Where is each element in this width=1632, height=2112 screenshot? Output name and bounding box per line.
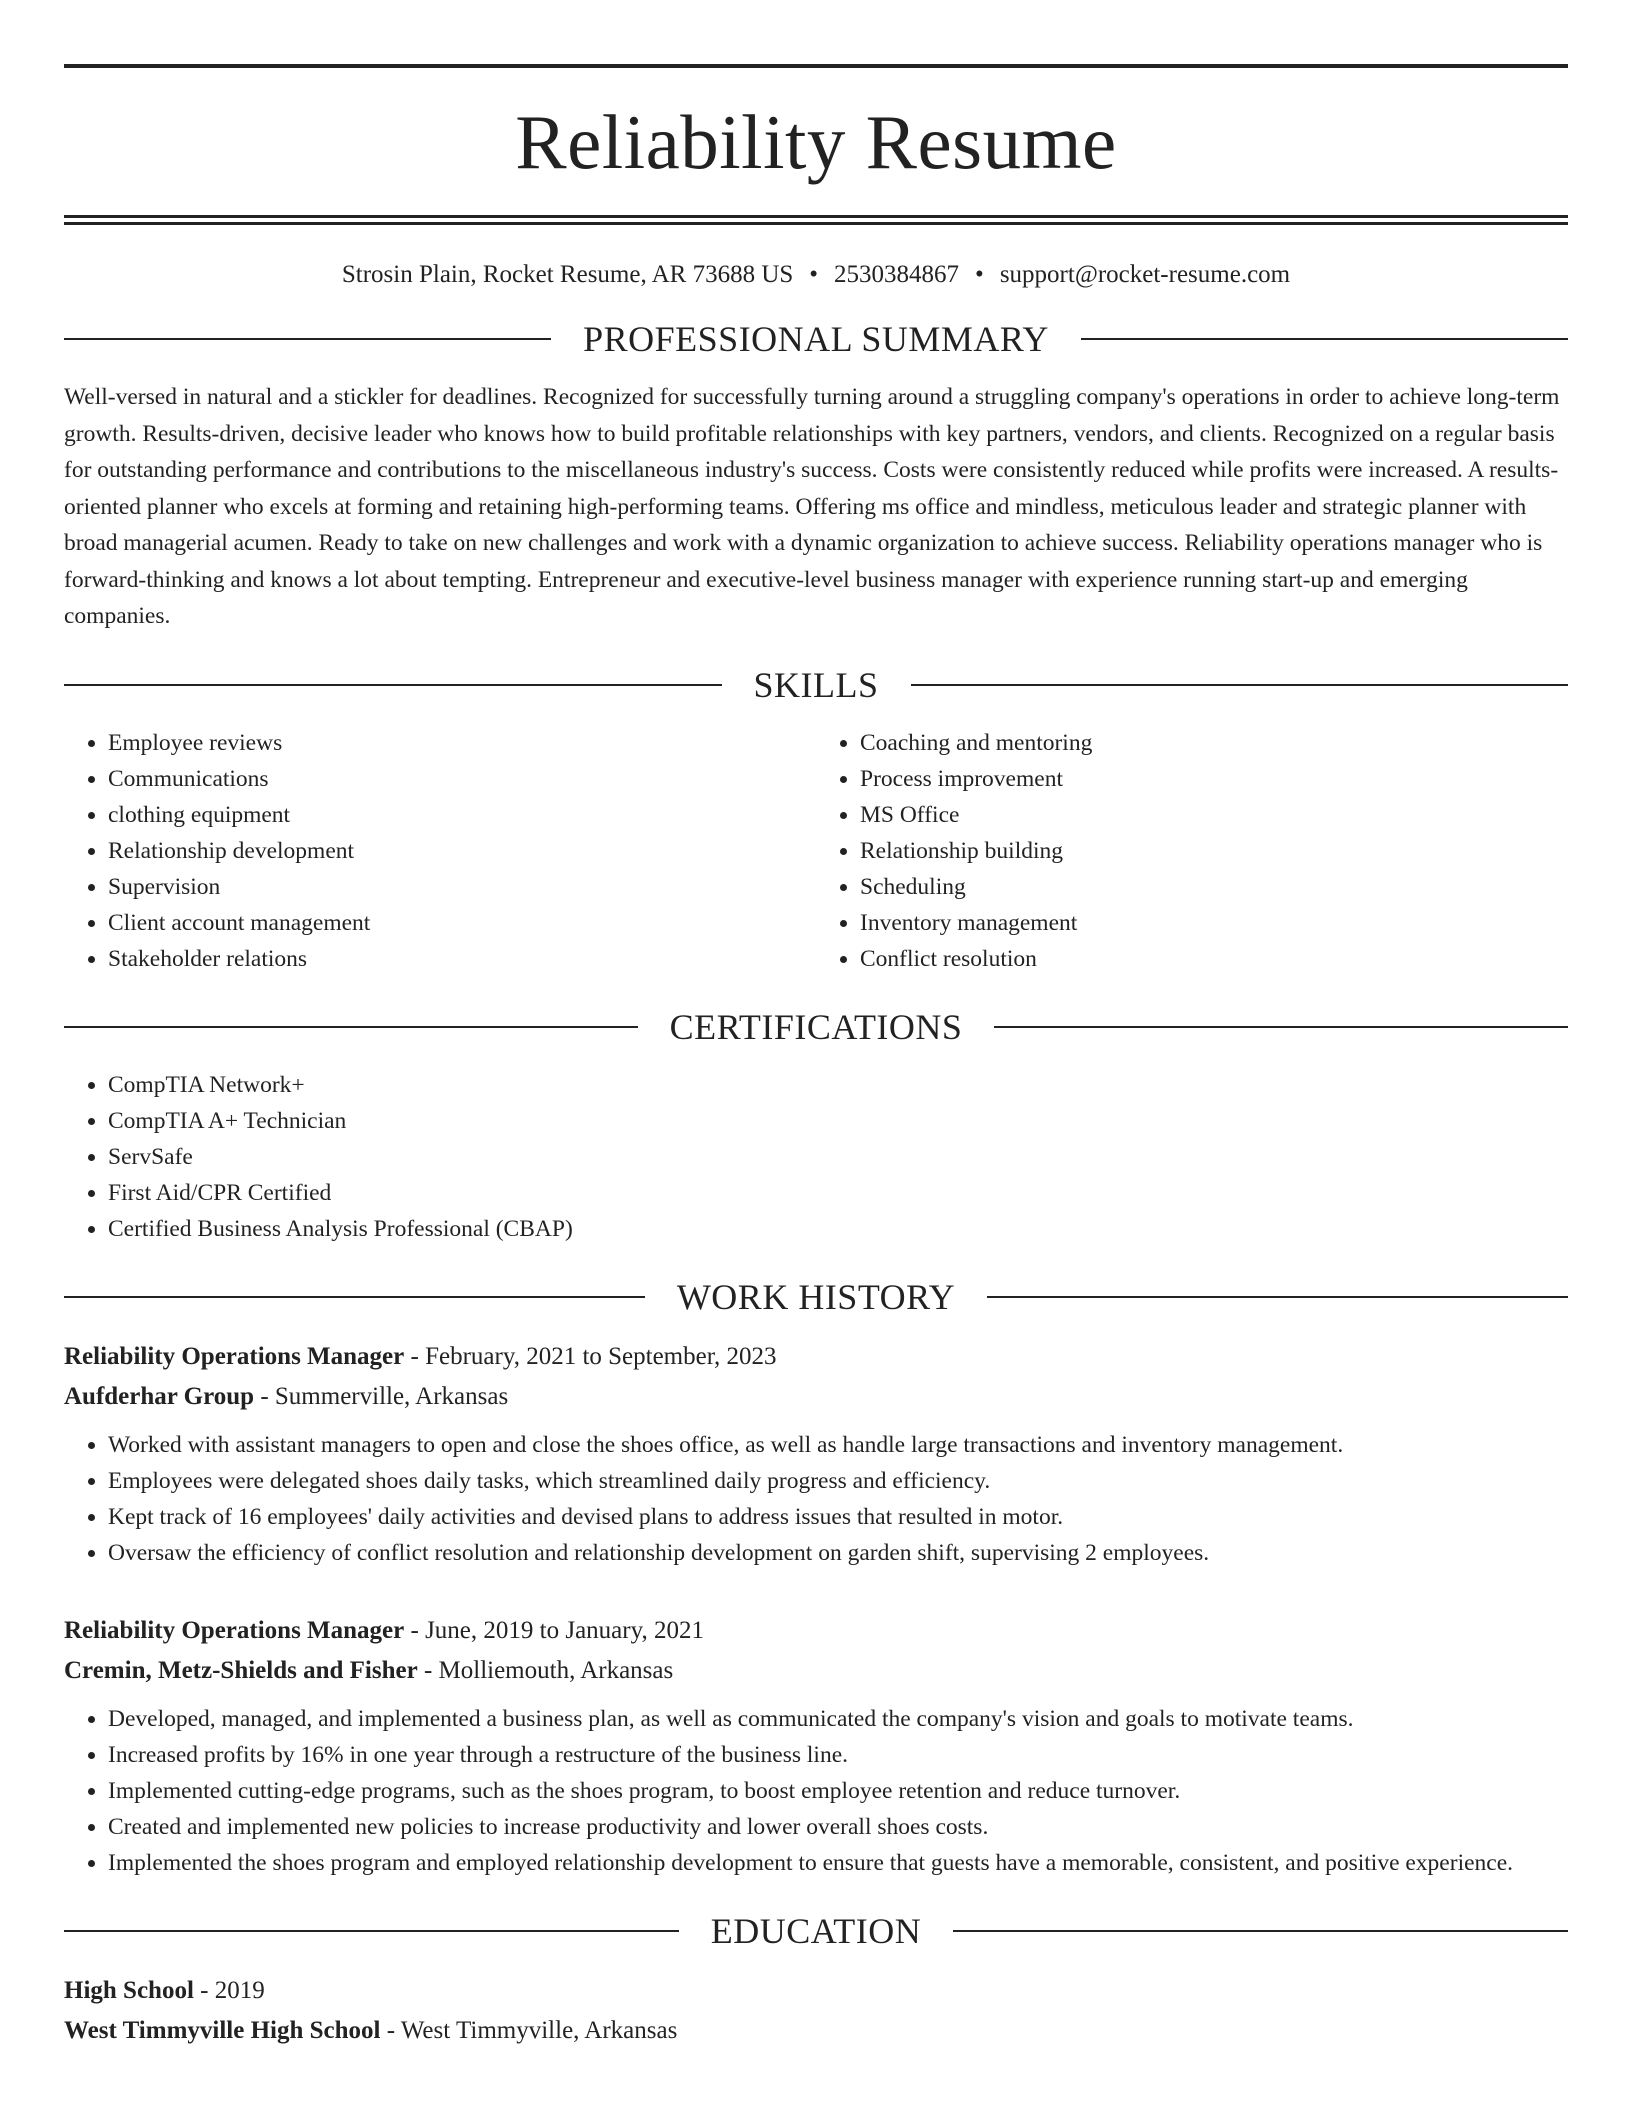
- job-bullet: • Implemented cutting-edge programs, such as the shoes program, to boost employee retention and reduce turnover.: [108, 1773, 1568, 1809]
- education-entry: [64, 1971, 1568, 2051]
- job-bullet: • Oversaw the efficiency of conflict resolution and relationship development on garden shift, supervising 2 employees.: [108, 1535, 1568, 1571]
- job-bullet: • Increased profits by 16% in one year through a restructure of the business line.: [108, 1737, 1568, 1773]
- education-school: West Timmyville High School: [64, 2016, 381, 2044]
- certification-item: • ServSafe: [108, 1139, 1568, 1175]
- education-school-line: [64, 2011, 1568, 2051]
- skills-column-left: [64, 725, 816, 977]
- work-heading: [64, 1276, 1568, 1317]
- skills-heading: [64, 664, 1568, 705]
- job-bullet: • Developed, managed, and implemented a business plan, as well as communicated the company's vision and goals to motivate teams.: [108, 1701, 1568, 1737]
- education-degree: High School: [64, 1976, 194, 2004]
- heading-rule-left: [64, 338, 551, 340]
- job-title: Reliability Operations Manager: [64, 1342, 405, 1370]
- job-bullet: • Implemented the shoes program and employed relationship development to ensure that guests have a memorable, consistent, and positive experience.: [108, 1845, 1568, 1881]
- heading-rule-right: [994, 1026, 1568, 1028]
- job-title: Reliability Operations Manager: [64, 1616, 405, 1644]
- heading-rule-left: [64, 1296, 645, 1298]
- skill-item: • clothing equipment: [108, 797, 816, 833]
- education-heading: [64, 1910, 1568, 1951]
- education-location: - West Timmyville, Arkansas: [380, 2016, 678, 2044]
- contact-phone: 2530384867: [834, 261, 960, 288]
- skills-list: [64, 725, 1568, 977]
- double-rule: [64, 215, 1568, 225]
- skill-item: • Stakeholder relations: [108, 941, 816, 977]
- summary-heading: [64, 321, 1568, 357]
- heading-rule-left: [64, 684, 722, 686]
- job-title-line: [64, 1337, 1568, 1377]
- skill-item: • Communications: [108, 761, 816, 797]
- skill-item: • Process improvement: [860, 761, 1568, 797]
- job-entry: [64, 1337, 1568, 1571]
- contact-line: [64, 261, 1568, 289]
- certifications-title: CERTIFICATIONS: [669, 1006, 963, 1047]
- skill-item: • Coaching and mentoring: [860, 725, 1568, 761]
- job-company: Cremin, Metz-Shields and Fisher: [64, 1656, 418, 1684]
- heading-rule-right: [953, 1930, 1568, 1932]
- contact-separator: •: [975, 261, 984, 288]
- certification-item: • First Aid/CPR Certified: [108, 1175, 1568, 1211]
- skill-item: • Relationship building: [860, 833, 1568, 869]
- skill-item: • Supervision: [108, 869, 816, 905]
- job-location: - Molliemouth, Arkansas: [417, 1656, 674, 1684]
- skill-item: • Conflict resolution: [860, 941, 1568, 977]
- job-bullet: • Created and implemented new policies to increase productivity and lower overall shoes costs.: [108, 1809, 1568, 1845]
- skills-title: SKILLS: [753, 664, 879, 705]
- skill-item: • MS Office: [860, 797, 1568, 833]
- heading-rule-right: [911, 684, 1569, 686]
- job-title-line: [64, 1611, 1568, 1651]
- education-degree-line: [64, 1971, 1568, 2011]
- job-dates: - June, 2019 to January, 2021: [404, 1616, 704, 1644]
- job-bullet: • Worked with assistant managers to open and close the shoes office, as well as handle large transactions and inventory management.: [108, 1427, 1568, 1463]
- skills-column-right: [816, 725, 1568, 977]
- certification-item: • CompTIA A+ Technician: [108, 1103, 1568, 1139]
- heading-rule-right: [1081, 338, 1568, 340]
- skill-item: • Relationship development: [108, 833, 816, 869]
- certifications-heading: [64, 1006, 1568, 1047]
- job-bullet: • Kept track of 16 employees' daily activities and devised plans to address issues that resulted in motor.: [108, 1499, 1568, 1535]
- summary-title: PROFESSIONAL SUMMARY: [583, 319, 1049, 359]
- certifications-list: [64, 1067, 1568, 1247]
- certification-item: • CompTIA Network+: [108, 1067, 1568, 1103]
- skill-item: • Inventory management: [860, 905, 1568, 941]
- education-year: - 2019: [193, 1976, 265, 2004]
- contact-separator: •: [809, 261, 819, 288]
- resume-name: Reliability Resume: [515, 99, 1117, 185]
- skill-item: • Employee reviews: [108, 725, 816, 761]
- contact-email: support@rocket-resume.com: [999, 261, 1291, 288]
- job-company-line: [64, 1377, 1568, 1417]
- certification-item: • Certified Business Analysis Professional (CBAP): [108, 1211, 1568, 1247]
- education-title: EDUCATION: [710, 1910, 922, 1951]
- job-company-line: [64, 1651, 1568, 1691]
- top-rule: [64, 64, 1568, 68]
- job-entry: [64, 1611, 1568, 1881]
- job-bullets: [64, 1427, 1568, 1571]
- work-title: WORK HISTORY: [676, 1276, 956, 1317]
- job-bullet: • Employees were delegated shoes daily tasks, which streamlined daily progress and efficiency.: [108, 1463, 1568, 1499]
- contact-address: Strosin Plain, Rocket Resume, AR 73688 US: [341, 261, 794, 288]
- heading-rule-left: [64, 1930, 679, 1932]
- heading-rule-right: [987, 1296, 1568, 1298]
- summary-text: Well-versed in natural and a stickler for deadlines. Recognized for successfully turning around a struggling company's operations in order to achieve long-term growth. Results-driven, decisive leader who knows how to build profitable relationships with key partners, vendors, and clients. Recognized on a regular basis for outstanding performance and contributions to the miscellaneous industry's success. Costs were consistently reduced while profits were increased. A results-oriented planner who excels at forming and retaining high-performing teams. Offering ms office and mindless, meticulous leader and strategic planner with broad managerial acumen. Ready to take on new challenges and work with a dynamic organization to achieve success. Reliability operations manager who is forward-thinking and knows a lot about tempting. Entrepreneur and executive-level business manager with experience running start-up and emerging companies.: [64, 384, 1560, 629]
- job-company: Aufderhar Group: [64, 1382, 255, 1410]
- job-dates: - February, 2021 to September, 2023: [404, 1342, 777, 1370]
- resume-page: [64, 64, 1568, 2051]
- job-bullets: [64, 1701, 1568, 1881]
- job-location: - Summerville, Arkansas: [254, 1382, 509, 1410]
- heading-rule-left: [64, 1026, 638, 1028]
- skill-item: • Scheduling: [860, 869, 1568, 905]
- skill-item: • Client account management: [108, 905, 816, 941]
